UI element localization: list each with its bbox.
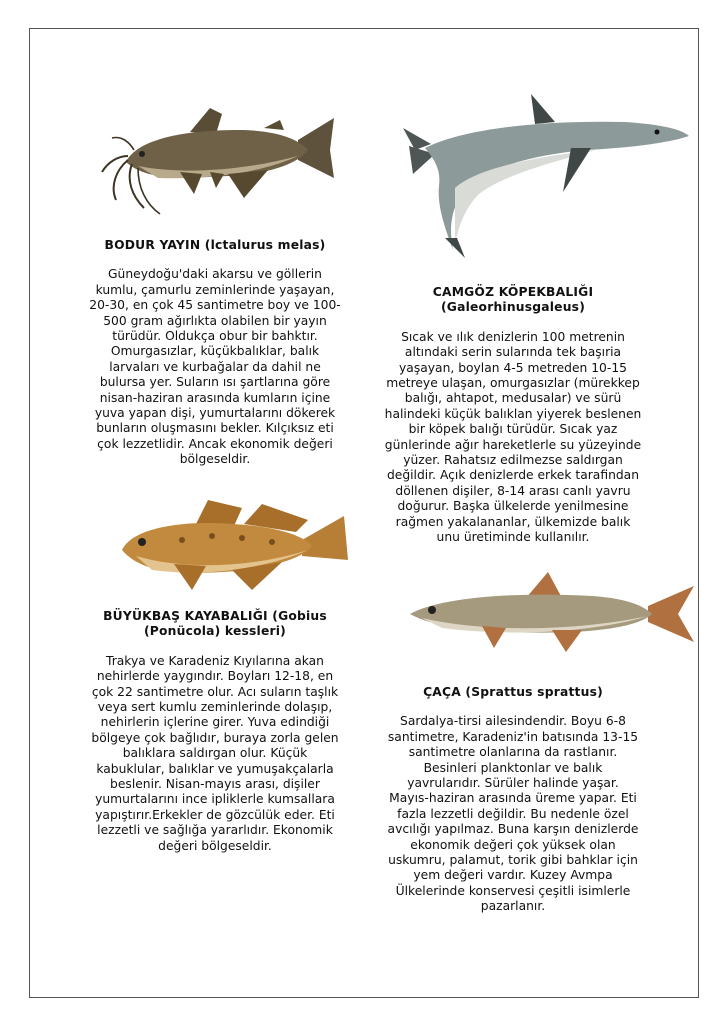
shark-illustration [395,88,695,263]
sprat-illustration [402,568,700,658]
species-block-caca [378,685,648,915]
species-block-bodur-yayin [82,238,348,468]
species-description: Trakya ve Karadeniz Kıyılarına akan nehirlerde yaygındır. Boyları 12-18, en çok 22 santimetre olur. Acı suların taşlık veya sert kumlu zeminlerinde dolaşıp, nehirlerin içlerine girer. Yuva edindiği bölgeye çok bağlıdır, buraya zorla gelen balıklara saldırgan olur. Küçük kabuklular, balıklar ve yumuşakçalarla beslenir. Nisan-mayıs arası, dişiler yumurtalarını ince ipliklerle kumsallara yapıştırır.Erkekler de gözcülük eder. Eti lezzetli ve sağlığa yararlıdır. Ekonomik değeri bölgeseldir. [91,653,339,853]
goby-illustration [112,490,350,600]
species-title: BÜYÜKBAŞ KAYABALIĞI (Gobius (Ponücola) kessleri) [103,609,327,639]
catfish-illustration [98,100,338,225]
species-title: CAMGÖZ KÖPEKBALIĞI (Galeorhinusgaleus) [432,285,594,315]
species-block-buyukbas [82,609,348,854]
species-title: BODUR YAYIN (lctalurus melas) [104,238,326,252]
species-description: Güneydoğu'daki akarsu ve göllerin kumlu, çamurlu zeminlerinde yaşayan, 20-30, en çok 45 santimetre boy ve 100- 500 gram ağırlıkta olabilen bir yayın türüdür. Oldukça obur bir bahktır. Omurgasızlar, küçükbalıklar, balık larvaları ve kurbağalar da dahil ne bulursa yer. Suların ısı şartlarına göre nisan-haziran arasında kumların içine yuva yapan dişi, yumurtalarını dökerek bunların oluşmasını bekler. Kılçıksız eti çok lezzetlidir. Ancak ekonomik değeri bölgeseldir. [89,267,341,467]
species-block-camgoz [378,285,648,546]
species-description: Sardalya-tirsi ailesindendir. Boyu 6-8 santimetre, Karadeniz'in batısında 13-15 santimetre olanlarına da rastlanır. Besinleri planktonlar ve balık yavrularıdır. Sürüler halinde yaşar. Mayıs-haziran arasında üreme yapar. Eti fazla lezzetli değildir. Bu nedenle özel avcılığı yapılmaz. Buna karşın denizlerde ekonomik değeri çok yüksek olan uskumru, palamut, torik gibi bahklar için yem değeri vardır. Kuzey Avmpa Ülkelerinde konservesi çeşitli isimlerle pazarlanır. [387,714,639,914]
species-description: Sıcak ve ılık denizlerin 100 metrenin altındaki serin sularında tek başıria yaşayan, boylan 4-5 metreden 10-15 metreye ulaşan, omurgasızlar (mürekkep balığı, ahtapot, medusalar) ve sürü halindeki küçük balıklan yiyerek beslenen bir köpek balığı türüdür. Sıcak yaz günlerinde ağır hareketlerle su yüzeyinde yüzer. Rahatsız edilmezse saldırgan değildir. Açık denizlerde erkek tarafindan döllenen dişiler, 8-14 arası canlı yavru doğurur. Başka ülkelerde yenilmesine rağmen yakalananlar, ülkemizde balık unu üretiminde kullanılır. [384,329,642,545]
species-title: ÇAÇA (Sprattus sprattus) [423,685,603,699]
